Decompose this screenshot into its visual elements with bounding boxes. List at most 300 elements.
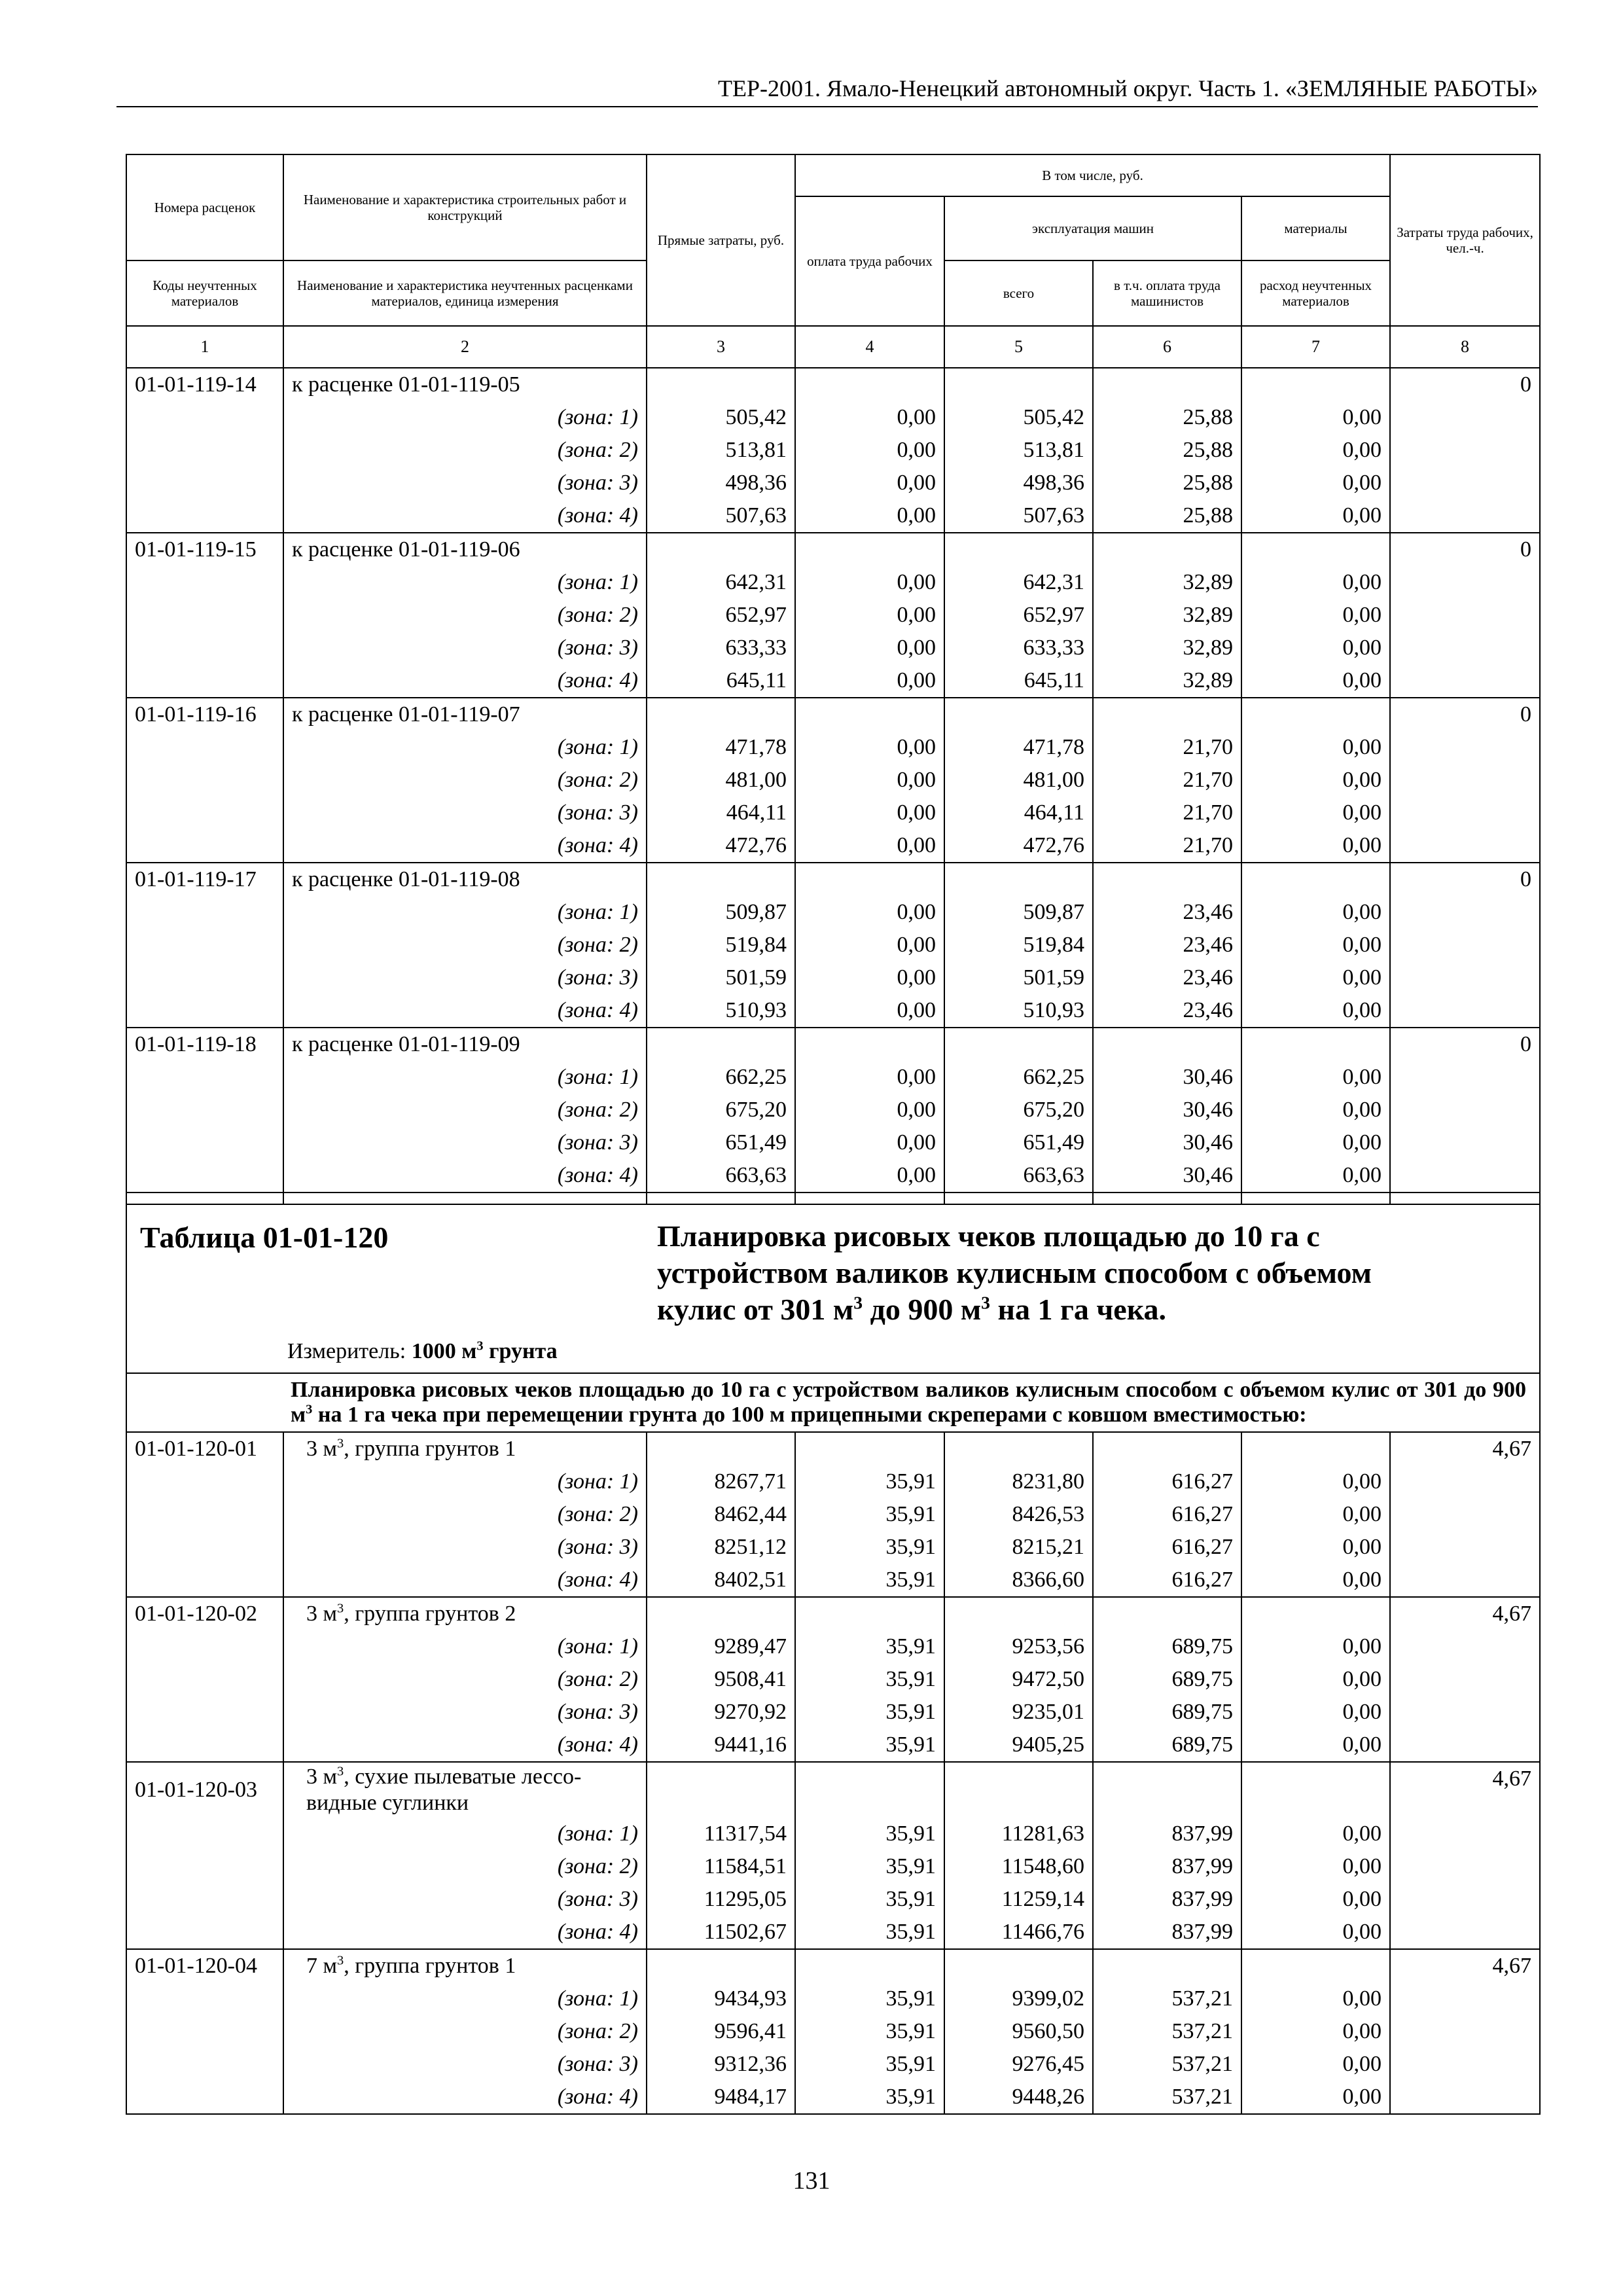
empty-cell: [126, 1818, 283, 1850]
empty-cell: [126, 1850, 283, 1883]
zone-label: (зона: 2): [283, 1850, 647, 1883]
zone-row: [126, 566, 1540, 599]
zone-row: [126, 1630, 1540, 1663]
zone-label: (зона: 2): [283, 1094, 647, 1126]
empty-cell: [944, 1762, 1093, 1818]
empty-cell: [647, 1762, 795, 1818]
rate-row: [126, 1762, 1540, 1818]
empty-cell: [1390, 961, 1540, 994]
direct-cost: 11295,05: [647, 1883, 795, 1916]
empty-cell: [1241, 1762, 1390, 1818]
machines-total: 675,20: [944, 1094, 1093, 1126]
wages-value: 0,00: [795, 896, 944, 929]
machines-total: 652,97: [944, 599, 1093, 632]
wages-value: 0,00: [795, 994, 944, 1028]
col-number: 3: [647, 326, 795, 368]
direct-cost: 498,36: [647, 467, 795, 499]
zone-row: [126, 1498, 1540, 1531]
zone-row: [126, 599, 1540, 632]
direct-cost: 8267,71: [647, 1465, 795, 1498]
wages-value: 0,00: [795, 829, 944, 863]
empty-cell: [126, 731, 283, 764]
zone-label: (зона: 4): [283, 2081, 647, 2114]
col-number: 1: [126, 326, 283, 368]
empty-cell: [647, 1949, 795, 1982]
empty-cell: [647, 368, 795, 401]
zone-row: [126, 499, 1540, 533]
col-number: 5: [944, 326, 1093, 368]
materials-value: 0,00: [1241, 467, 1390, 499]
direct-cost: 11584,51: [647, 1850, 795, 1883]
empty-cell: [126, 961, 283, 994]
labor-value: 4,67: [1390, 1597, 1540, 1630]
empty-cell: [944, 1432, 1093, 1465]
empty-cell: [1093, 533, 1241, 566]
wages-value: 0,00: [795, 632, 944, 664]
col-number: 8: [1390, 326, 1540, 368]
zone-row: [126, 1094, 1540, 1126]
materials-value: 0,00: [1241, 1630, 1390, 1663]
empty-cell: [1241, 1028, 1390, 1061]
machines-wages: 837,99: [1093, 1916, 1241, 1949]
empty-cell: [126, 1564, 283, 1597]
empty-cell: [1390, 1696, 1540, 1729]
machines-wages: 837,99: [1093, 1850, 1241, 1883]
direct-cost: 675,20: [647, 1094, 795, 1126]
empty-cell: [126, 929, 283, 961]
zone-row: [126, 731, 1540, 764]
machines-total: 9472,50: [944, 1663, 1093, 1696]
empty-cell: [1390, 1094, 1540, 1126]
wages-value: 35,91: [795, 1916, 944, 1949]
running-header: ТЕР-2001. Ямало-Ненецкий автономный округ. Часть 1. «ЗЕМЛЯНЫЕ РАБОТЫ»: [717, 75, 1538, 101]
machines-total: 11466,76: [944, 1916, 1093, 1949]
empty-cell: [126, 467, 283, 499]
empty-cell: [126, 1982, 283, 2015]
machines-total: 498,36: [944, 467, 1093, 499]
direct-cost: 9484,17: [647, 2081, 795, 2114]
zone-row: [126, 1159, 1540, 1193]
rate-row: [126, 698, 1540, 731]
machines-total: 464,11: [944, 797, 1093, 829]
wages-value: 0,00: [795, 929, 944, 961]
zone-label: (зона: 2): [283, 599, 647, 632]
wages-value: 0,00: [795, 797, 944, 829]
zone-row: [126, 434, 1540, 467]
rate-code: 01-01-120-01: [126, 1432, 283, 1465]
direct-cost: 642,31: [647, 566, 795, 599]
col-number: 7: [1241, 326, 1390, 368]
zone-row: [126, 829, 1540, 863]
empty-cell: [795, 1193, 944, 1204]
zone-label: (зона: 4): [283, 499, 647, 533]
empty-cell: [126, 829, 283, 863]
machines-wages: 21,70: [1093, 764, 1241, 797]
machines-total: 510,93: [944, 994, 1093, 1028]
empty-cell: [126, 1916, 283, 1949]
direct-cost: 645,11: [647, 664, 795, 698]
header-machines: эксплуатация машин: [944, 196, 1241, 260]
empty-cell: [1390, 764, 1540, 797]
empty-cell: [1241, 863, 1390, 896]
zone-label: (зона: 4): [283, 1916, 647, 1949]
materials-value: 0,00: [1241, 1883, 1390, 1916]
empty-cell: [1390, 1663, 1540, 1696]
header-material-names: Наименование и характеристика неучтенных расценками материалов, единица измерения: [283, 260, 647, 326]
wages-value: 35,91: [795, 1818, 944, 1850]
empty-cell: [1390, 929, 1540, 961]
empty-cell: [1093, 863, 1241, 896]
labor-value: 0: [1390, 533, 1540, 566]
empty-cell: [126, 1630, 283, 1663]
materials-value: 0,00: [1241, 566, 1390, 599]
rate-name: к расценке 01-01-119-05: [283, 368, 647, 401]
rate-name: 3 $м^3$, группа грунтов 2: [283, 1597, 647, 1630]
labor-value: 0: [1390, 698, 1540, 731]
zone-row: [126, 764, 1540, 797]
direct-cost: 509,87: [647, 896, 795, 929]
direct-cost: 471,78: [647, 731, 795, 764]
col-number: 2: [283, 326, 647, 368]
empty-cell: [795, 1597, 944, 1630]
zone-label: (зона: 4): [283, 829, 647, 863]
header-work-name: Наименование и характеристика строительных работ и конструкций: [283, 154, 647, 260]
empty-cell: [1390, 1193, 1540, 1204]
zone-row: [126, 1883, 1540, 1916]
table-number: Таблица 01-01-120: [140, 1221, 389, 1254]
machines-total: 662,25: [944, 1061, 1093, 1094]
machines-total: 11548,60: [944, 1850, 1093, 1883]
zone-label: (зона: 2): [283, 1498, 647, 1531]
machines-wages: 32,89: [1093, 566, 1241, 599]
empty-cell: [647, 698, 795, 731]
machines-wages: 32,89: [1093, 664, 1241, 698]
wages-value: 35,91: [795, 1630, 944, 1663]
empty-cell: [647, 1432, 795, 1465]
direct-cost: 510,93: [647, 994, 795, 1028]
empty-cell: [126, 1663, 283, 1696]
materials-value: 0,00: [1241, 1159, 1390, 1193]
header-labor: Затраты труда рабочих, чел.-ч.: [1390, 154, 1540, 326]
empty-cell: [795, 863, 944, 896]
empty-cell: [1093, 1028, 1241, 1061]
empty-cell: [126, 2048, 283, 2081]
labor-value: 0: [1390, 863, 1540, 896]
empty-cell: [126, 401, 283, 434]
empty-cell: [126, 1159, 283, 1193]
materials-value: 0,00: [1241, 1818, 1390, 1850]
zone-label: (зона: 3): [283, 1883, 647, 1916]
rates-group-a: [126, 368, 1540, 1204]
rate-code: 01-01-120-04: [126, 1949, 283, 1982]
rate-code: 01-01-119-18: [126, 1028, 283, 1061]
machines-total: 642,31: [944, 566, 1093, 599]
zone-label: (зона: 3): [283, 961, 647, 994]
zone-row: [126, 1729, 1540, 1762]
rate-row: [126, 1432, 1540, 1465]
zone-row: [126, 2015, 1540, 2048]
wages-value: 0,00: [795, 1061, 944, 1094]
wages-value: 0,00: [795, 599, 944, 632]
empty-cell: [1390, 1159, 1540, 1193]
empty-cell: [126, 1193, 283, 1204]
wages-value: 35,91: [795, 1498, 944, 1531]
group-description: Планировка рисовых чеков площадью до 10 га с устройством валиков кулисным способом с объемом кулис от 301 до 900 $м^3$ на 1 га чека при перемещении грунта до 100 м прицепными скреперами с ковшом вместимостью:: [126, 1373, 1540, 1432]
table-header: [126, 154, 1540, 368]
empty-cell: [1390, 1061, 1540, 1094]
rate-row: [126, 863, 1540, 896]
zone-row: [126, 632, 1540, 664]
empty-cell: [1390, 1126, 1540, 1159]
zone-row: [126, 467, 1540, 499]
zone-label: (зона: 1): [283, 1061, 647, 1094]
rate-row: [126, 533, 1540, 566]
table-title: Планировка рисовых чеков площадью до 10 га с устройством валиков кулисным способом с объемом кулис от 301 $м^3$ до 900 $м^3$ на 1 га чека.: [657, 1219, 1372, 1326]
direct-cost: 9596,41: [647, 2015, 795, 2048]
header-materials: материалы: [1241, 196, 1390, 260]
empty-cell: [944, 1949, 1093, 1982]
wages-value: 35,91: [795, 1663, 944, 1696]
rate-row: [126, 1597, 1540, 1630]
machines-wages: 537,21: [1093, 1982, 1241, 2015]
zone-row: [126, 797, 1540, 829]
zone-label: (зона: 1): [283, 1982, 647, 2015]
machines-wages: 837,99: [1093, 1818, 1241, 1850]
materials-value: 0,00: [1241, 499, 1390, 533]
machines-wages: 537,21: [1093, 2048, 1241, 2081]
zone-label: (зона: 2): [283, 2015, 647, 2048]
rates-table: [126, 154, 1541, 2115]
machines-total: 519,84: [944, 929, 1093, 961]
empty-cell: [1093, 1597, 1241, 1630]
direct-cost: 9508,41: [647, 1663, 795, 1696]
rate-code: 01-01-120-02: [126, 1597, 283, 1630]
labor-value: 0: [1390, 368, 1540, 401]
rate-name: к расценке 01-01-119-06: [283, 533, 647, 566]
machines-wages: 30,46: [1093, 1061, 1241, 1094]
materials-value: 0,00: [1241, 401, 1390, 434]
empty-cell: [1241, 533, 1390, 566]
machines-total: 9253,56: [944, 1630, 1093, 1663]
machines-total: 471,78: [944, 731, 1093, 764]
machines-wages: 21,70: [1093, 731, 1241, 764]
direct-cost: 9270,92: [647, 1696, 795, 1729]
zone-row: [126, 1818, 1540, 1850]
direct-cost: 633,33: [647, 632, 795, 664]
wages-value: 35,91: [795, 1696, 944, 1729]
empty-cell: [1390, 2081, 1540, 2114]
rate-row: [126, 1028, 1540, 1061]
zone-row: [126, 896, 1540, 929]
zone-label: (зона: 1): [283, 1818, 647, 1850]
zone-label: (зона: 2): [283, 764, 647, 797]
machines-wages: 616,27: [1093, 1465, 1241, 1498]
machines-total: 9448,26: [944, 2081, 1093, 2114]
machines-total: 9560,50: [944, 2015, 1093, 2048]
header-machines-wages: в т.ч. оплата труда машинистов: [1093, 260, 1241, 326]
materials-value: 0,00: [1241, 2015, 1390, 2048]
machines-total: 8231,80: [944, 1465, 1093, 1498]
zone-row: [126, 929, 1540, 961]
empty-cell: [1241, 368, 1390, 401]
machines-wages: 25,88: [1093, 499, 1241, 533]
zone-row: [126, 1465, 1540, 1498]
wages-value: 35,91: [795, 1883, 944, 1916]
empty-cell: [126, 994, 283, 1028]
direct-cost: 9289,47: [647, 1630, 795, 1663]
zone-label: (зона: 1): [283, 401, 647, 434]
rate-name: к расценке 01-01-119-08: [283, 863, 647, 896]
empty-cell: [126, 2015, 283, 2048]
machines-wages: 21,70: [1093, 829, 1241, 863]
direct-cost: 11317,54: [647, 1818, 795, 1850]
materials-value: 0,00: [1241, 731, 1390, 764]
empty-cell: [1390, 401, 1540, 434]
machines-wages: 689,75: [1093, 1696, 1241, 1729]
col-number: 4: [795, 326, 944, 368]
machines-total: 501,59: [944, 961, 1093, 994]
header-rule: [116, 106, 1538, 107]
zone-label: (зона: 1): [283, 731, 647, 764]
zone-label: (зона: 3): [283, 1531, 647, 1564]
machines-wages: 616,27: [1093, 1498, 1241, 1531]
empty-cell: [944, 698, 1093, 731]
empty-cell: [126, 499, 283, 533]
zone-row: [126, 961, 1540, 994]
col-number: 6: [1093, 326, 1241, 368]
rate-row: [126, 1949, 1540, 1982]
empty-cell: [126, 1696, 283, 1729]
direct-cost: 472,76: [647, 829, 795, 863]
wages-value: 0,00: [795, 434, 944, 467]
empty-cell: [1093, 1949, 1241, 1982]
zone-label: (зона: 3): [283, 2048, 647, 2081]
materials-value: 0,00: [1241, 961, 1390, 994]
empty-cell: [1390, 731, 1540, 764]
labor-value: 4,67: [1390, 1949, 1540, 1982]
materials-value: 0,00: [1241, 896, 1390, 929]
header-material-codes: Коды неучтенных материалов: [126, 260, 283, 326]
materials-value: 0,00: [1241, 434, 1390, 467]
materials-value: 0,00: [1241, 1564, 1390, 1597]
empty-cell: [795, 1949, 944, 1982]
zone-row: [126, 994, 1540, 1028]
direct-cost: 662,25: [647, 1061, 795, 1094]
materials-value: 0,00: [1241, 1916, 1390, 1949]
empty-cell: [126, 1883, 283, 1916]
empty-cell: [1241, 698, 1390, 731]
rate-name: 3 $м^3$, сухие пылеватые лессо- видные суглинки: [283, 1762, 647, 1818]
wages-value: 35,91: [795, 1465, 944, 1498]
machines-wages: 616,27: [1093, 1564, 1241, 1597]
empty-cell: [647, 1597, 795, 1630]
direct-cost: 8402,51: [647, 1564, 795, 1597]
machines-wages: 689,75: [1093, 1630, 1241, 1663]
wages-value: 0,00: [795, 499, 944, 533]
wages-value: 35,91: [795, 2081, 944, 2114]
machines-wages: 689,75: [1093, 1663, 1241, 1696]
empty-cell: [1390, 1630, 1540, 1663]
empty-cell: [126, 664, 283, 698]
machines-total: 651,49: [944, 1126, 1093, 1159]
page-number: 131: [793, 2167, 830, 2195]
materials-value: 0,00: [1241, 1982, 1390, 2015]
machines-wages: 689,75: [1093, 1729, 1241, 1762]
wages-value: 35,91: [795, 1531, 944, 1564]
measurement-unit: Измеритель: 1000 $м^3$ грунта: [287, 1338, 558, 1363]
zone-row: [126, 2081, 1540, 2114]
wages-value: 35,91: [795, 1729, 944, 1762]
wages-value: 0,00: [795, 566, 944, 599]
machines-wages: 537,21: [1093, 2015, 1241, 2048]
empty-cell: [944, 1028, 1093, 1061]
empty-cell: [1390, 632, 1540, 664]
rate-name: 3 $м^3$, группа грунтов 1: [283, 1432, 647, 1465]
zone-label: (зона: 4): [283, 1159, 647, 1193]
direct-cost: 663,63: [647, 1159, 795, 1193]
empty-cell: [1093, 1762, 1241, 1818]
empty-cell: [1390, 2015, 1540, 2048]
zone-row: [126, 1663, 1540, 1696]
machines-total: 9405,25: [944, 1729, 1093, 1762]
direct-cost: 652,97: [647, 599, 795, 632]
machines-wages: 30,46: [1093, 1126, 1241, 1159]
direct-cost: 9441,16: [647, 1729, 795, 1762]
materials-value: 0,00: [1241, 1126, 1390, 1159]
empty-cell: [647, 533, 795, 566]
empty-cell: [126, 1126, 283, 1159]
zone-label: (зона: 4): [283, 1564, 647, 1597]
empty-cell: [647, 1193, 795, 1204]
zone-label: (зона: 4): [283, 664, 647, 698]
zone-label: (зона: 3): [283, 632, 647, 664]
machines-total: 11259,14: [944, 1883, 1093, 1916]
materials-value: 0,00: [1241, 764, 1390, 797]
direct-cost: 513,81: [647, 434, 795, 467]
rate-code: 01-01-119-15: [126, 533, 283, 566]
header-materials-unaccounted: расход неучтенных материалов: [1241, 260, 1390, 326]
wages-value: 0,00: [795, 961, 944, 994]
zone-label: (зона: 2): [283, 1663, 647, 1696]
machines-wages: 32,89: [1093, 632, 1241, 664]
materials-value: 0,00: [1241, 929, 1390, 961]
direct-cost: 11502,67: [647, 1916, 795, 1949]
empty-cell: [795, 368, 944, 401]
empty-cell: [126, 1498, 283, 1531]
labor-value: 4,67: [1390, 1762, 1540, 1818]
rate-name: к расценке 01-01-119-09: [283, 1028, 647, 1061]
empty-cell: [1093, 1432, 1241, 1465]
empty-cell: [126, 797, 283, 829]
wages-value: 0,00: [795, 401, 944, 434]
header-direct-costs: Прямые затраты, руб.: [647, 154, 795, 326]
empty-cell: [1390, 566, 1540, 599]
direct-cost: 464,11: [647, 797, 795, 829]
zone-label: (зона: 3): [283, 1126, 647, 1159]
wages-value: 0,00: [795, 731, 944, 764]
rate-name: к расценке 01-01-119-07: [283, 698, 647, 731]
machines-wages: 25,88: [1093, 401, 1241, 434]
labor-value: 0: [1390, 1028, 1540, 1061]
wages-value: 0,00: [795, 1159, 944, 1193]
direct-cost: 505,42: [647, 401, 795, 434]
empty-cell: [283, 1193, 647, 1204]
empty-cell: [795, 698, 944, 731]
empty-cell: [1241, 1949, 1390, 1982]
machines-total: 505,42: [944, 401, 1093, 434]
wages-value: 0,00: [795, 1126, 944, 1159]
wages-value: 0,00: [795, 1094, 944, 1126]
